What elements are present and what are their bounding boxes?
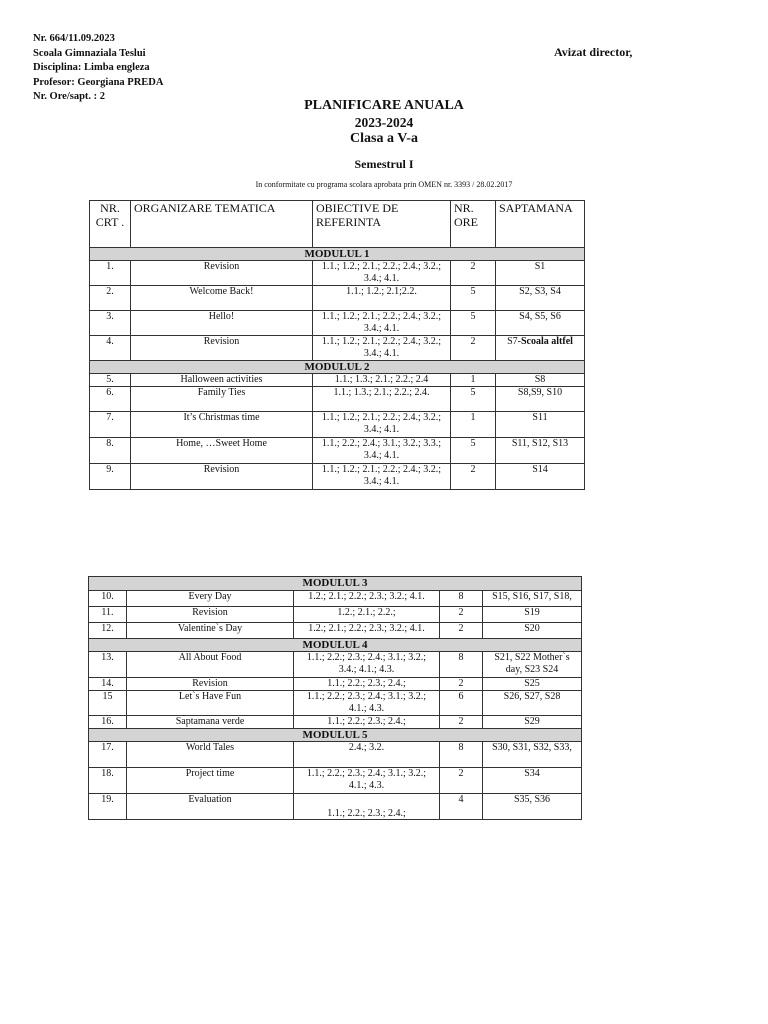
row-objectives: 1.1.; 2.2.; 2.3.; 2.4.; bbox=[294, 678, 440, 691]
row-week: S15, S16, S17, S18, bbox=[483, 591, 582, 607]
row-hours: 6 bbox=[440, 691, 483, 716]
row-objectives: 1.1.; 1.2.; 2.1.; 2.2.; 2.4.; 3.2.; 3.4.; 4.1. bbox=[313, 311, 451, 336]
row-topic: It’s Christmas time bbox=[131, 412, 313, 438]
document-header bbox=[33, 32, 163, 105]
row-week: S34 bbox=[483, 768, 582, 794]
row-topic: Saptamana verde bbox=[127, 716, 294, 729]
row-week bbox=[496, 336, 585, 361]
row-week: S2, S3, S4 bbox=[496, 286, 585, 311]
table-header-row bbox=[90, 201, 585, 248]
table-row bbox=[90, 311, 585, 336]
semester-title: Semestrul I bbox=[354, 157, 414, 171]
row-hours: 8 bbox=[440, 652, 483, 678]
row-topic: Valentine`s Day bbox=[127, 623, 294, 639]
row-number: 14. bbox=[89, 678, 127, 691]
row-hours: 5 bbox=[451, 311, 496, 336]
row-week: S30, S31, S32, S33, bbox=[483, 742, 582, 768]
row-topic: Evaluation bbox=[127, 794, 294, 820]
row-hours: 5 bbox=[451, 387, 496, 412]
row-number: 19. bbox=[89, 794, 127, 820]
module-row bbox=[90, 248, 585, 261]
row-number: 7. bbox=[90, 412, 131, 438]
row-objectives: 1.1.; 1.2.; 2.1;2.2. bbox=[313, 286, 451, 311]
row-number: 2. bbox=[90, 286, 131, 311]
row-number: 5. bbox=[90, 374, 131, 387]
row-number: 15 bbox=[89, 691, 127, 716]
row-week: S1 bbox=[496, 261, 585, 286]
row-hours: 1 bbox=[451, 374, 496, 387]
table-row bbox=[90, 464, 585, 490]
row-hours: 2 bbox=[440, 607, 483, 623]
row-objectives: 1.1.; 1.2.; 2.1.; 2.2.; 2.4.; 3.2.; 3.4.; 4.1. bbox=[313, 336, 451, 361]
row-hours: 1 bbox=[451, 412, 496, 438]
row-number: 16. bbox=[89, 716, 127, 729]
row-week: S35, S36 bbox=[483, 794, 582, 820]
row-objectives: 1.1.; 1.2.; 2.1.; 2.2.; 2.4.; 3.2.; 3.4.; 4.1. bbox=[313, 464, 451, 490]
row-topic: World Tales bbox=[127, 742, 294, 768]
row-number: 10. bbox=[89, 591, 127, 607]
module-row bbox=[89, 577, 582, 591]
row-hours: 2 bbox=[440, 716, 483, 729]
director-approval: Avizat director, bbox=[554, 45, 633, 59]
row-number: 4. bbox=[90, 336, 131, 361]
row-objectives: 1.2.; 2.1.; 2.2.; bbox=[294, 607, 440, 623]
row-hours: 2 bbox=[451, 464, 496, 490]
row-number: 8. bbox=[90, 438, 131, 464]
row-number: 9. bbox=[90, 464, 131, 490]
table-row bbox=[90, 374, 585, 387]
table-row bbox=[89, 742, 582, 768]
row-hours: 2 bbox=[440, 768, 483, 794]
row-number: 11. bbox=[89, 607, 127, 623]
row-week: S14 bbox=[496, 464, 585, 490]
row-topic: Halloween activities bbox=[131, 374, 313, 387]
planning-table-semester-1 bbox=[89, 200, 585, 490]
table-row bbox=[89, 607, 582, 623]
row-topic: Revision bbox=[131, 464, 313, 490]
row-objectives: 1.1.; 1.2.; 2.1.; 2.2.; 2.4.; 3.2.; 3.4.; 4.1. bbox=[313, 261, 451, 286]
module-label: MODULUL 3 bbox=[89, 577, 582, 591]
module-label: MODULUL 1 bbox=[90, 248, 585, 261]
row-topic: Hello! bbox=[131, 311, 313, 336]
row-objectives: 1.1.; 2.2.; 2.3.; 2.4.; 3.1.; 3.2.; 3.4.; 4.1.; 4.3. bbox=[294, 652, 440, 678]
row-topic: Home, …Sweet Home bbox=[131, 438, 313, 464]
row-hours: 4 bbox=[440, 794, 483, 820]
row-number: 13. bbox=[89, 652, 127, 678]
document-number: Nr. 664/11.09.2023 bbox=[33, 33, 115, 44]
week-label: S7- bbox=[507, 336, 521, 347]
row-week: S11, S12, S13 bbox=[496, 438, 585, 464]
row-week: S21, S22 Mother`s day, S23 S24 bbox=[483, 652, 582, 678]
table-row bbox=[89, 652, 582, 678]
col-header-nr: NR. CRT . bbox=[90, 201, 131, 248]
discipline: Disciplina: Limba engleza bbox=[33, 62, 150, 73]
row-objectives: 1.1.; 1.2.; 2.1.; 2.2.; 2.4.; 3.2.; 3.4.; 4.1. bbox=[313, 412, 451, 438]
table-row bbox=[90, 261, 585, 286]
table-row bbox=[90, 412, 585, 438]
row-number: 12. bbox=[89, 623, 127, 639]
row-number: 1. bbox=[90, 261, 131, 286]
row-hours: 2 bbox=[451, 336, 496, 361]
table-row bbox=[89, 678, 582, 691]
row-objectives: 1.2.; 2.1.; 2.2.; 2.3.; 3.2.; 4.1. bbox=[294, 591, 440, 607]
row-hours: 8 bbox=[440, 742, 483, 768]
col-header-topic: ORGANIZARE TEMATICA bbox=[131, 201, 313, 248]
teacher-name: Profesor: Georgiana PREDA bbox=[33, 76, 164, 88]
table-row bbox=[89, 794, 582, 820]
table-row bbox=[89, 623, 582, 639]
table-row bbox=[90, 286, 585, 311]
table-row bbox=[89, 691, 582, 716]
row-week: S19 bbox=[483, 607, 582, 623]
module-row bbox=[90, 361, 585, 374]
row-objectives: 1.1.; 2.2.; 2.3.; 2.4.; bbox=[294, 794, 440, 820]
row-objectives: 1.1.; 1.3.; 2.1.; 2.2.; 2.4 bbox=[313, 374, 451, 387]
row-topic: Family Ties bbox=[131, 387, 313, 412]
row-week: S8,S9, S10 bbox=[496, 387, 585, 412]
col-header-objectives: OBIECTIVE DE REFERINTA bbox=[313, 201, 451, 248]
row-hours: 5 bbox=[451, 286, 496, 311]
module-row bbox=[89, 639, 582, 652]
page-title: PLANIFICARE ANUALA bbox=[304, 98, 464, 113]
row-objectives: 1.1.; 2.2.; 2.3.; 2.4.; 3.1.; 3.2.; 4.1.; 4.3. bbox=[294, 768, 440, 794]
row-number: 3. bbox=[90, 311, 131, 336]
row-objectives: 1.1.; 2.2.; 2.3.; 2.4.; 3.1.; 3.2.; 4.1.; 4.3. bbox=[294, 691, 440, 716]
table-row bbox=[90, 336, 585, 361]
hours-per-week: Nr. Ore/sapt. : 2 bbox=[33, 91, 106, 102]
module-label: MODULUL 2 bbox=[90, 361, 585, 374]
row-objectives: 1.1.; 2.2.; 2.3.; 2.4.; bbox=[294, 716, 440, 729]
row-number: 18. bbox=[89, 768, 127, 794]
row-week: S11 bbox=[496, 412, 585, 438]
table-row bbox=[89, 716, 582, 729]
row-topic: Revision bbox=[131, 261, 313, 286]
planning-table-semester-2 bbox=[88, 576, 582, 820]
col-header-hours: NR. ORE bbox=[451, 201, 496, 248]
row-topic: Revision bbox=[127, 678, 294, 691]
table-row bbox=[89, 591, 582, 607]
table-row bbox=[89, 768, 582, 794]
row-objectives: 2.4.; 3.2. bbox=[294, 742, 440, 768]
row-objectives: 1.1.; 2.2.; 2.4.; 3.1.; 3.2.; 3.3.; 3.4.; 4.1. bbox=[313, 438, 451, 464]
week-special-label: Scoala altfel bbox=[520, 336, 573, 347]
row-topic: Revision bbox=[131, 336, 313, 361]
conformity-note: In conformitate cu programa scolara aprobata prin OMEN nr. 3393 / 28.02.2017 bbox=[255, 180, 513, 189]
row-hours: 5 bbox=[451, 438, 496, 464]
row-number: 6. bbox=[90, 387, 131, 412]
school-year: 2023-2024 bbox=[354, 115, 414, 130]
row-hours: 2 bbox=[440, 623, 483, 639]
row-topic: All About Food bbox=[127, 652, 294, 678]
row-hours: 2 bbox=[451, 261, 496, 286]
row-week: S4, S5, S6 bbox=[496, 311, 585, 336]
row-week: S26, S27, S28 bbox=[483, 691, 582, 716]
table-row bbox=[90, 387, 585, 412]
row-objectives: 1.2.; 2.1.; 2.2.; 2.3.; 3.2.; 4.1. bbox=[294, 623, 440, 639]
table-row bbox=[90, 438, 585, 464]
row-topic: Let`s Have Fun bbox=[127, 691, 294, 716]
row-week: S8 bbox=[496, 374, 585, 387]
module-label: MODULUL 5 bbox=[89, 729, 582, 742]
class-level: Clasa a V-a bbox=[350, 131, 418, 146]
row-week: S29 bbox=[483, 716, 582, 729]
row-topic: Project time bbox=[127, 768, 294, 794]
row-week: S25 bbox=[483, 678, 582, 691]
row-hours: 2 bbox=[440, 678, 483, 691]
row-number: 17. bbox=[89, 742, 127, 768]
row-week: S20 bbox=[483, 623, 582, 639]
row-objectives: 1.1.; 1.3.; 2.1.; 2.2.; 2.4. bbox=[313, 387, 451, 412]
row-hours: 8 bbox=[440, 591, 483, 607]
row-topic: Revision bbox=[127, 607, 294, 623]
row-topic: Welcome Back! bbox=[131, 286, 313, 311]
module-label: MODULUL 4 bbox=[89, 639, 582, 652]
col-header-week: SAPTAMANA bbox=[496, 201, 585, 248]
school-name: Scoala Gimnaziala Teslui bbox=[33, 47, 146, 59]
row-topic: Every Day bbox=[127, 591, 294, 607]
module-row bbox=[89, 729, 582, 742]
